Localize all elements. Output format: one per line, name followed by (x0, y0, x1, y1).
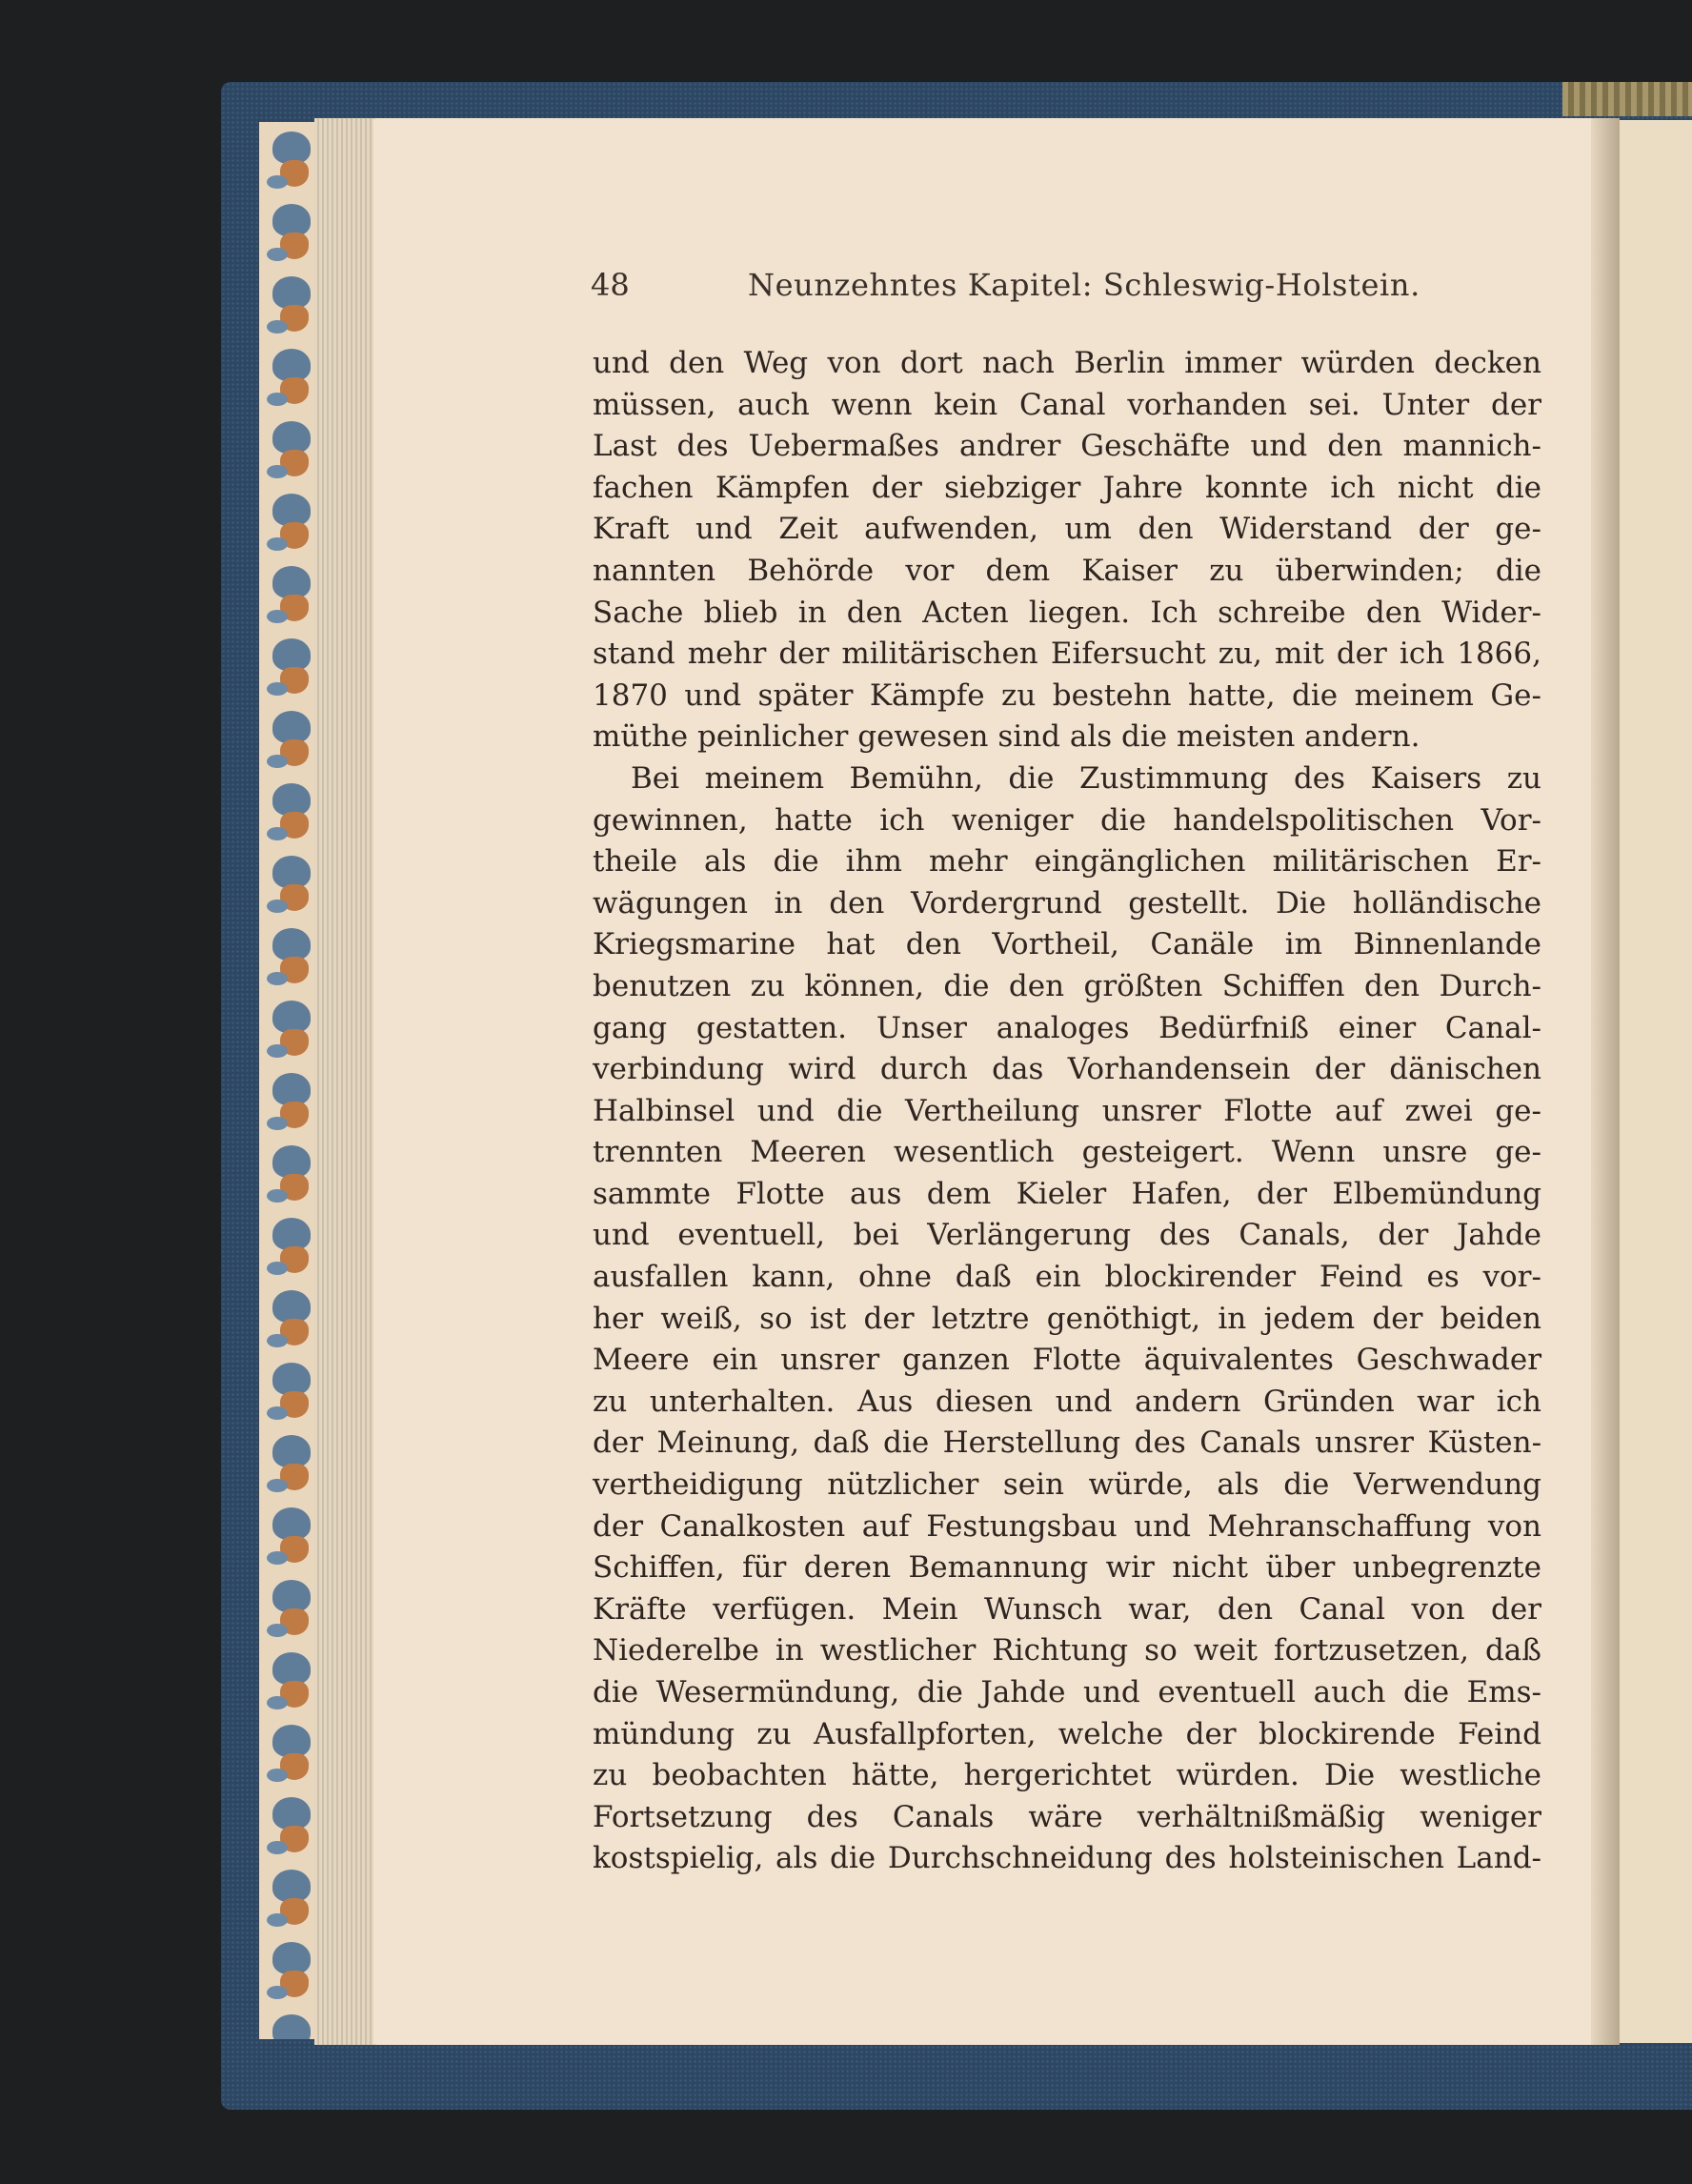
text-line: theile als die ihm mehr eingänglichen militärischen Er- (593, 844, 1541, 880)
endpaper-flower-motif (267, 1218, 314, 1286)
text-line: müssen, auch wenn kein Canal vorhanden sei. Unter der (593, 387, 1542, 422)
endpaper-flower-motif (267, 638, 314, 707)
text-line: her weiß, so ist der letztre genöthigt, in jedem der beiden (593, 1301, 1541, 1336)
text-line: Meere ein unsrer ganzen Flotte äquivalentes Geschwader (593, 1343, 1542, 1378)
endpaper-flower-motif (267, 1145, 314, 1214)
endpaper-flower-motif (267, 349, 314, 417)
text-line: trennten Meeren wesentlich gesteigert. Wenn unsre ge- (593, 1135, 1541, 1170)
text-line: mündung zu Ausfallpforten, welche der blockirende Feind (593, 1716, 1541, 1751)
endpaper-flower-motif (267, 494, 314, 562)
text-line: der Canalkosten auf Festungsbau und Mehranschaffung von (593, 1508, 1542, 1544)
text-line: wägungen in den Vordergrund gestellt. Die holländische (593, 885, 1542, 920)
text-line: die Wesermündung, die Jahde und eventuell auch die Ems- (593, 1675, 1542, 1709)
page-body-text (593, 343, 1541, 1880)
text-line: stand mehr der militärischen Eifersucht zu, mit der ich 1866, (593, 637, 1541, 672)
text-line: zu beobachten hätte, hergerichtet würden. Die westliche (593, 1758, 1542, 1793)
endpaper-flower-motif (267, 1870, 314, 1938)
endpaper-flower-motif (267, 856, 314, 924)
text-line: und eventuell, bei Verlängerung des Canals, der Jahde (593, 1218, 1542, 1253)
text-line: Sache blieb in den Acten liegen. Ich schreibe den Wider- (593, 595, 1541, 630)
text-line: fachen Kämpfen der siebziger Jahre konnte ich nicht die (593, 470, 1541, 505)
text-line: 1870 und später Kämpfe zu bestehn hatte, die meinem Ge- (593, 677, 1541, 713)
endpaper-flower-motif (267, 1507, 314, 1576)
endpaper-flower-motif (267, 131, 314, 200)
endpaper-flower-motif (267, 421, 314, 490)
text-line: Kraft und Zeit aufwenden, um den Widerstand der ge- (593, 512, 1541, 547)
text-line: der Meinung, daß die Herstellung des Canals unsrer Küsten- (593, 1426, 1542, 1461)
text-line: gewinnen, hatte ich weniger die handelspolitischen Vor- (593, 802, 1541, 838)
text-line: benutzen zu können, die den größten Schiffen den Durch- (593, 968, 1542, 1003)
endpaper-flower-motif (267, 1001, 314, 1069)
text-line: vertheidigung nützlicher sein würde, als die Verwendung (593, 1467, 1542, 1503)
page-gutter (1591, 118, 1620, 2045)
endpaper-flower-motif (267, 1363, 314, 1431)
text-line: ausfallen kann, ohne daß ein blockirender Feind es vor- (593, 1260, 1541, 1295)
text-line: Kriegsmarine hat den Vortheil, Canäle im Binnenlande (593, 927, 1542, 962)
text-line: müthe peinlicher gewesen sind als die meisten andern. (593, 719, 1420, 755)
endpaper-flower-motif (267, 711, 314, 779)
text-line: und den Weg von dort nach Berlin immer würden decken (593, 346, 1541, 380)
endpaper-flower-motif (267, 1073, 314, 1142)
text-line: Schiffen, für deren Bemannung wir nicht über unbegrenzte (593, 1550, 1541, 1586)
text-line: sammte Flotte aus dem Kieler Hafen, der Elbemündung (593, 1176, 1542, 1211)
text-line: gang gestatten. Unser analoges Bedürfniß einer Canal- (593, 1010, 1541, 1045)
text-line: Kräfte verfügen. Mein Wunsch war, den Canal von der (593, 1591, 1541, 1627)
running-head: Neunzehntes Kapitel: Schleswig-Holstein. (748, 267, 1420, 303)
text-line: nannten Behörde vor dem Kaiser zu überwinden; die (593, 553, 1542, 588)
text-line: Fortsetzung des Canals wäre verhältnißmäßig weniger (593, 1799, 1541, 1834)
text-line: verbindung wird durch das Vorhandensein der dänischen (593, 1052, 1541, 1087)
cover-edge-trim (1562, 82, 1692, 116)
endpaper-flower-motif (267, 566, 314, 635)
endpaper-flower-motif (267, 1725, 314, 1793)
endpaper-flower-motif (267, 1797, 314, 1866)
endpaper-flower-motif (267, 276, 314, 345)
endpaper-flower-motif (267, 204, 314, 273)
endpaper-flower-motif (267, 1435, 314, 1504)
page-number: 48 (591, 267, 630, 303)
text-line: zu unterhalten. Aus diesen und andern Gründen war ich (593, 1384, 1541, 1419)
text-line: Last des Uebermaßes andrer Geschäfte und den mannich- (593, 429, 1541, 464)
endpaper-flower-motif (267, 1290, 314, 1359)
text-line: Bei meinem Bemühn, die Zustimmung des Kaisers zu (631, 760, 1542, 796)
endpaper-flower-motif (267, 2014, 314, 2039)
endpaper-flower-motif (267, 783, 314, 852)
endpaper-flower-motif (267, 1580, 314, 1648)
text-line: Halbinsel und die Vertheilung unsrer Flotte auf zwei ge- (593, 1093, 1541, 1128)
page-header (591, 267, 1543, 314)
endpaper-flower-motif (267, 1652, 314, 1721)
endpaper-flower-motif (267, 1942, 314, 2011)
endpaper-flower-motif (267, 928, 314, 997)
facing-page-edge (1620, 120, 1692, 2043)
text-line: kostspielig, als die Durchschneidung des holsteinischen Land- (593, 1841, 1542, 1876)
text-line: Niederelbe in westlicher Richtung so weit fortzusetzen, daß (593, 1633, 1541, 1668)
